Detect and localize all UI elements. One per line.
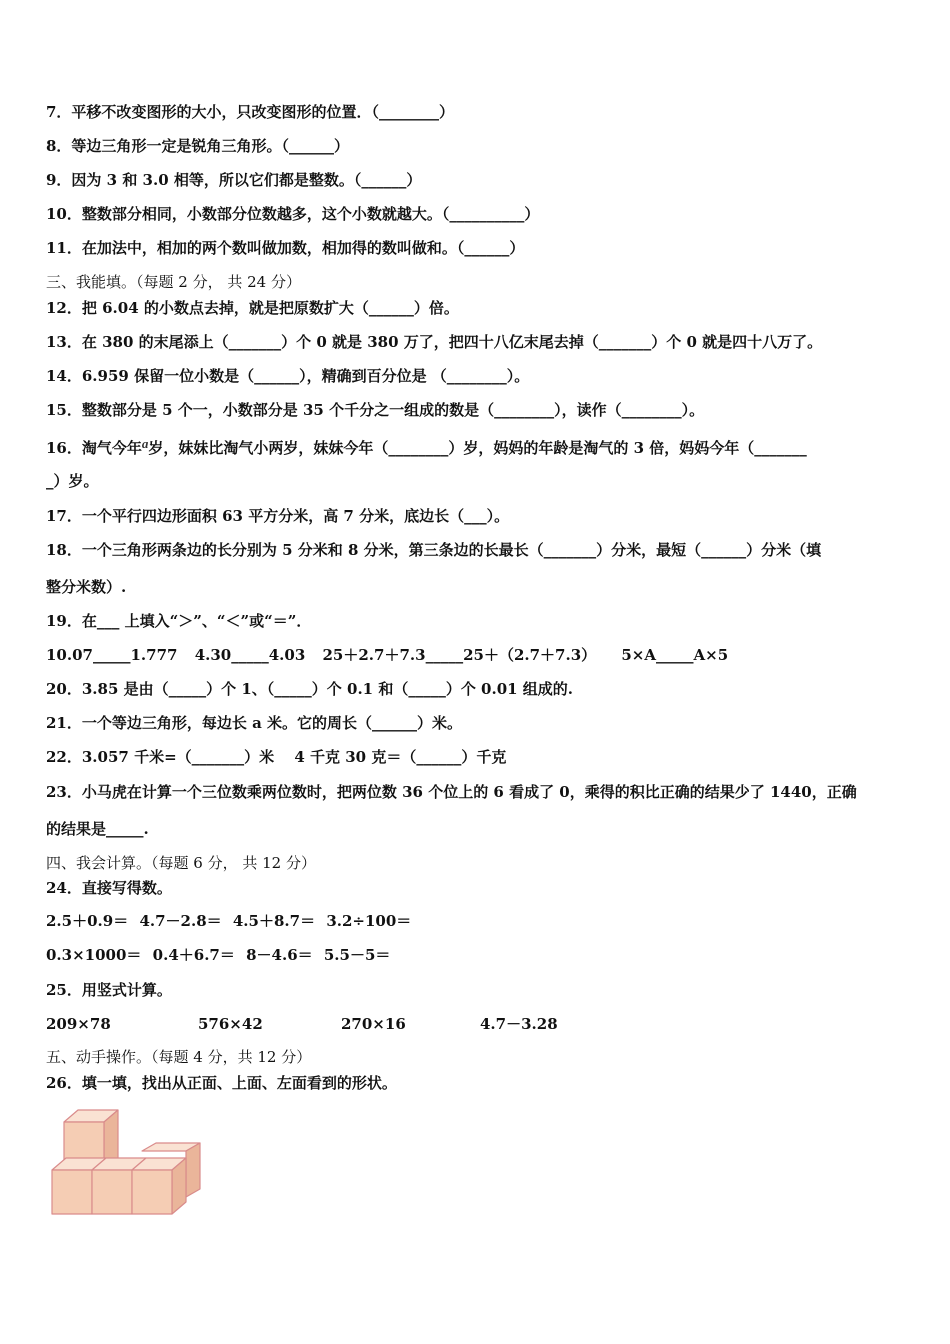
calc-item: 4.7－2.8＝: [139, 912, 222, 930]
question-24-row2: [46, 945, 390, 965]
question-11: 11．在加法中，相加的两个数叫做加数，相加得的数叫做和。（______）: [46, 239, 525, 257]
compare-item: 25＋2.7＋7.3_____25＋（2.7＋7.3）: [322, 646, 597, 664]
section-5-heading: 五、动手操作。（每题 4 分，共 12 分）: [46, 1048, 312, 1066]
variable-a: a: [141, 436, 149, 451]
cube-face-side: [186, 1143, 200, 1197]
calc-item: 5.5－5＝: [323, 946, 391, 964]
question-14: 14．6.959 保留一位小数是（______），精确到百分位是 （________）。: [46, 367, 530, 385]
question-16-line2: _）岁。: [46, 472, 99, 490]
compare-item: 4.30_____4.03: [194, 646, 306, 664]
question-7: 7．平移不改变图形的大小，只改变图形的位置．（________）: [46, 103, 454, 121]
question-8: 8．等边三角形一定是锐角三角形。（______）: [46, 137, 349, 155]
question-18-line2: 整分米数）.: [46, 578, 127, 596]
question-12: 12．把 6.04 的小数点去掉，就是把原数扩大（______）倍。: [46, 299, 459, 317]
cube-face-front: [92, 1170, 132, 1214]
vertical-calc-item: 4.7－3.28: [480, 1015, 558, 1033]
question-19-items: [46, 645, 728, 665]
question-10: 10．整数部分相同，小数部分位数越多，这个小数就越大。（__________）: [46, 205, 540, 223]
vertical-calc-item: 576×42: [198, 1015, 263, 1033]
compare-item: 5×A_____A×5: [621, 646, 729, 664]
question-21: 21．一个等边三角形，每边长 a 米。它的周长（______）米。: [46, 714, 463, 732]
section-4-heading: 四、我会计算。（每题 6 分， 共 12 分）: [46, 854, 316, 872]
question-16-part2: 岁，妹妹比淘气小两岁，妹妹今年（________）岁，妈妈的年龄是淘气的 3 倍，妈妈今年（_______: [148, 439, 807, 457]
question-24-row1: [46, 911, 411, 931]
question-17: 17．一个平行四边形面积 63 平方分米，高 7 分米，底边长（___）。: [46, 507, 510, 525]
question-24-prompt: 24．直接写得数。: [46, 879, 172, 897]
question-22: 22．3.057 千米=（_______）米 4 千克 30 克＝（______）千克: [46, 748, 507, 766]
vertical-calc-item: 270×16: [341, 1015, 406, 1033]
question-23-line1: 23．小马虎在计算一个三位数乘两位数时，把两位数 36 个位上的 6 看成了 0，乘得的积比正确的结果少了 1440，正确: [46, 783, 857, 801]
cube-face-front: [52, 1170, 92, 1214]
calc-item: 2.5＋0.9＝: [46, 912, 129, 930]
vertical-calc-item: 209×78: [46, 1015, 111, 1033]
compare-item: 10.07_____1.777: [46, 646, 178, 664]
cube-face-front: [132, 1170, 172, 1214]
question-15: 15．整数部分是 5 个一，小数部分是 35 个千分之一组成的数是（________），读作（________）。: [46, 401, 705, 419]
question-16: [46, 434, 807, 458]
section-3-heading: 三、我能填。（每题 2 分， 共 24 分）: [46, 273, 301, 291]
question-20: 20．3.85 是由（_____）个 1、（_____）个 0.1 和（_____）个 0.01 组成的.: [46, 680, 574, 698]
cube-bottom-right: [132, 1158, 186, 1214]
question-19-prompt: 19．在___ 上填入“＞”、“＜”或“＝”．: [46, 612, 312, 630]
calc-item: 0.3×1000＝: [46, 946, 142, 964]
question-26: 26．填一填，找出从正面、上面、左面看到的形状。: [46, 1074, 397, 1092]
question-9: 9．因为 3 和 3.0 相等，所以它们都是整数。（______）: [46, 171, 422, 189]
question-18-line1: 18．一个三角形两条边的长分别为 5 分米和 8 分米，第三条边的长最长（_______）分米，最短（______）分米（填: [46, 541, 822, 559]
calc-item: 3.2÷100＝: [326, 912, 412, 930]
calc-item: 8－4.6＝: [246, 946, 313, 964]
question-13: 13．在 380 的末尾添上（_______）个 0 就是 380 万了，把四十八亿末尾去掉（_______）个 0 就是四十八万了。: [46, 333, 823, 351]
calc-item: 0.4＋6.7＝: [152, 946, 235, 964]
question-16-part1: 16．淘气今年: [46, 439, 142, 457]
cube-stack-figure: [48, 1106, 208, 1218]
question-25-prompt: 25．用竖式计算。: [46, 981, 172, 999]
calc-item: 4.5＋8.7＝: [232, 912, 316, 930]
question-23-line2: 的结果是_____.: [46, 820, 149, 838]
